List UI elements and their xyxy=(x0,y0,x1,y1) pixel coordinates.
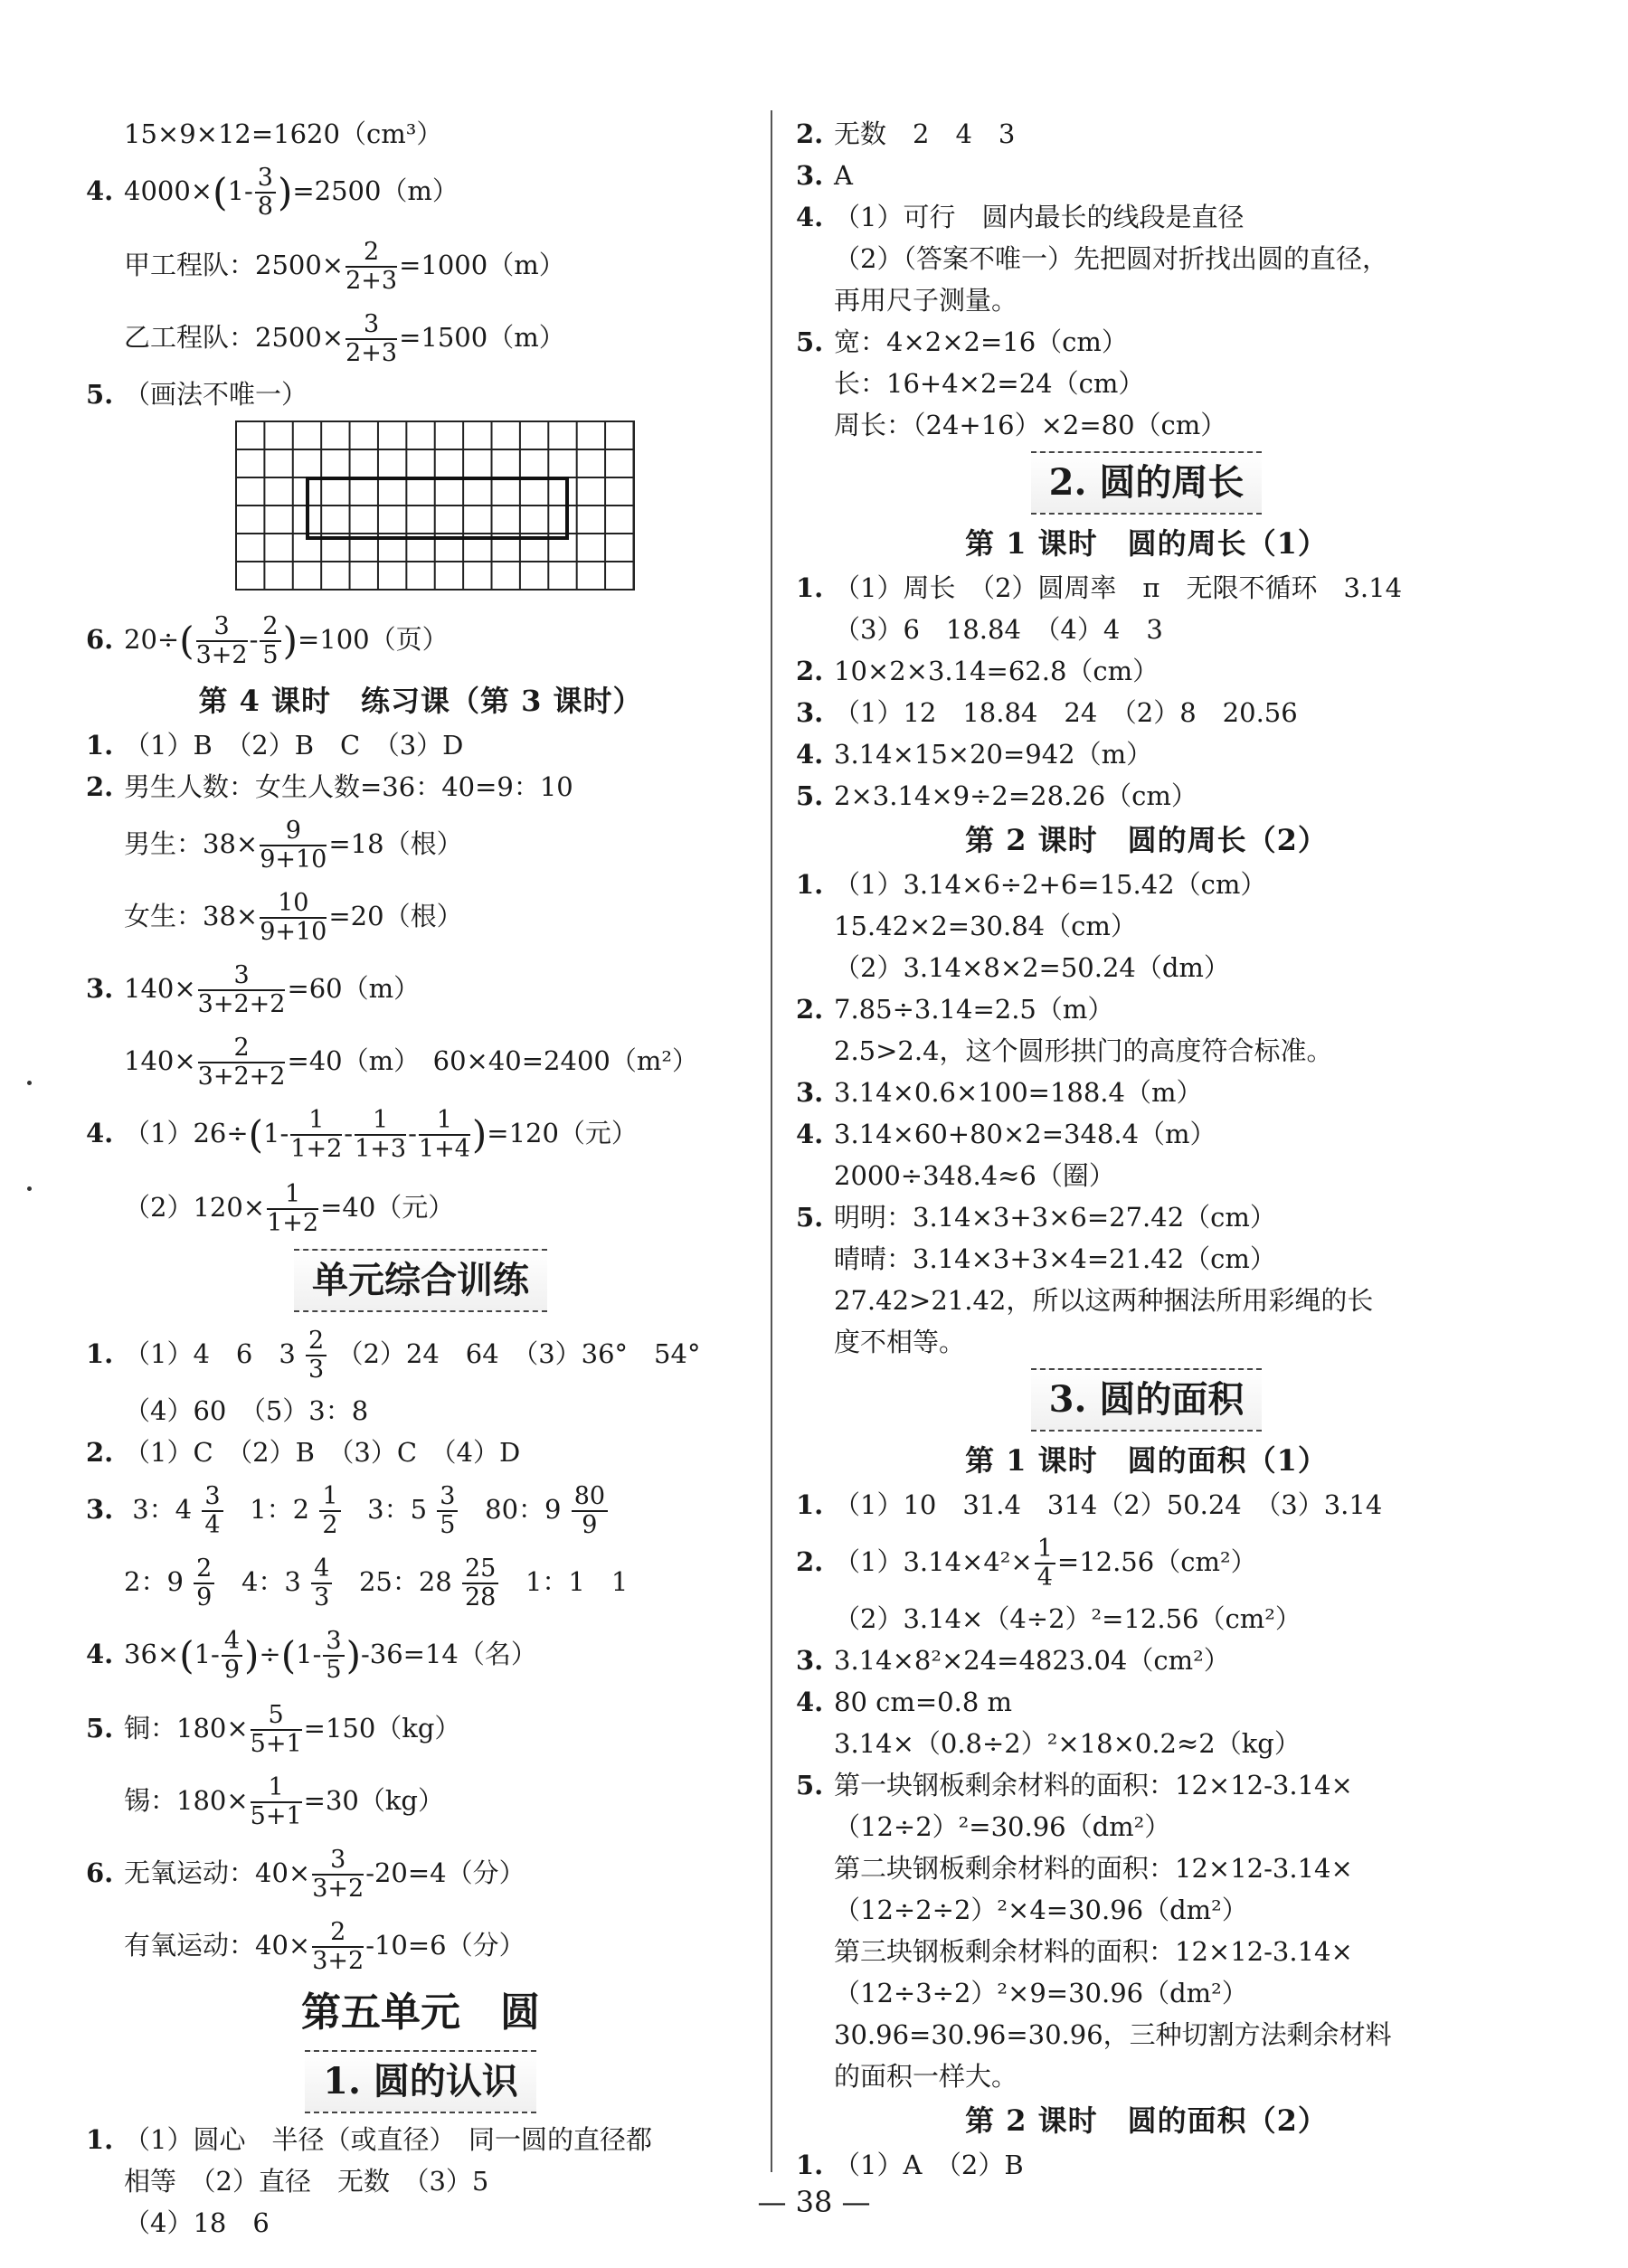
answer-2: 2. （1）C （2）B （3）C （4）D xyxy=(86,1437,521,1468)
page-number: — 38 — xyxy=(757,2185,871,2219)
answer-line: （4）18 6 xyxy=(124,2207,270,2238)
fraction: $\frac{5}{5+1}$ xyxy=(250,1701,302,1758)
fraction: $\frac{1}{1+3}$ xyxy=(355,1106,407,1163)
answer-line: （2）3.14×（4÷2）²=12.56（cm²） xyxy=(834,1603,1301,1634)
answer-2: 2. 无数 2 4 3 xyxy=(796,118,1016,149)
answer-line: 锡：180× $\frac{1}{5+1}$ =30（kg） xyxy=(124,1773,444,1830)
fraction: $\frac{3}{2+3}$ xyxy=(345,310,398,367)
answer-line: 3.14×（0.8÷2）²×18×0.2≈2（kg） xyxy=(834,1728,1301,1759)
answer-line: 再用尺子测量。 xyxy=(834,285,1018,316)
grid-drawing xyxy=(235,421,635,591)
answer-line: 乙工程队：2500× $\frac{3}{2+3}$ =1500（m） xyxy=(124,310,565,367)
answer-line: 有氧运动：40× $\frac{2}{3+2}$ -10=6（分） xyxy=(124,1918,525,1975)
answer-3: 3. 140× $\frac{3}{3+2+2}$ =60（m） xyxy=(86,961,421,1018)
answer-line: 长：16+4×2=24（cm） xyxy=(834,368,1145,399)
margin-dot xyxy=(27,1081,32,1085)
answer-line: 15.42×2=30.84（cm） xyxy=(834,911,1137,941)
fraction: $\frac{1}{5+1}$ xyxy=(250,1773,302,1830)
answer-1: 1. （1）A （2）B xyxy=(796,2150,1024,2180)
fraction: $\frac{1}{2}$ xyxy=(319,1483,340,1538)
answer-line: 2000÷348.4≈6（圈） xyxy=(834,1160,1115,1191)
answer-5: 5. 铜：180× $\frac{5}{5+1}$ =150（kg） xyxy=(86,1701,461,1758)
fraction: $\frac{2}{2+3}$ xyxy=(345,238,398,295)
fraction: $\frac{1}{1+4}$ xyxy=(418,1106,470,1163)
section-title: 1. 圆的认识 xyxy=(86,2050,755,2113)
fraction: $\frac{2}{5}$ xyxy=(260,613,280,668)
answer-1: 1. （1）10 31.4 314（2）50.24 （3）3.14 xyxy=(796,1489,1383,1520)
answer-line: 第二块钢板剩余材料的面积：12×12-3.14× xyxy=(834,1853,1353,1884)
left-column xyxy=(86,113,755,2244)
answer-1: 1. （1）周长 （2）圆周率 π 无限不循环 3.14 xyxy=(796,572,1403,603)
section-title: 3. 圆的面积 xyxy=(796,1368,1497,1432)
answer-4: 4. 36×(1- $\frac{4}{9}$ )÷(1- $\frac{3}{5}$ )-36=14（名） xyxy=(86,1627,537,1684)
answer-6: 6. 无氧运动：40× $\frac{3}{3+2}$ -20=4（分） xyxy=(86,1846,525,1903)
answer-4: 4. 3.14×60+80×2=348.4（m） xyxy=(796,1119,1216,1149)
answer-5: 5. 2×3.14×9÷2=28.26（cm） xyxy=(796,780,1197,811)
answer-2: 2. （1）3.14×4²× $\frac{1}{4}$ =12.56（cm²） xyxy=(796,1535,1257,1592)
fraction: $\frac{3}{4}$ xyxy=(202,1483,222,1538)
answer-line: 2：9 $\frac{2}{9}$ 4：3 $\frac{4}{3}$ 25：28 $\frac{25}{28}$ 1：1 1 xyxy=(124,1555,629,1611)
answer-1: 1. （1）4 6 3 $\frac{2}{3}$ （2）24 64 （3）36° 54° xyxy=(86,1327,701,1384)
fraction: $\frac{9}{9+10}$ xyxy=(260,817,327,874)
answer-4: 4. （1）可行 圆内最长的线段是直径 xyxy=(796,202,1245,232)
answer-line: 第三块钢板剩余材料的面积：12×12-3.14× xyxy=(834,1936,1353,1967)
answer-line: 的面积一样大。 xyxy=(834,2061,1018,2092)
answer-line: 甲工程队：2500× $\frac{2}{2+3}$ =1000（m） xyxy=(124,238,565,295)
answer-2: 2. 10×2×3.14=62.8（cm） xyxy=(796,656,1159,686)
fraction: $\frac{2}{9}$ xyxy=(194,1555,214,1611)
drawn-rectangle xyxy=(306,477,569,540)
answer-line: 2.5>2.4，这个圆形拱门的高度符合标准。 xyxy=(834,1035,1333,1066)
lesson-title: 第 1 课时 圆的面积（1） xyxy=(965,1443,1328,1478)
answer-1: 1. （1）3.14×6÷2+6=15.42（cm） xyxy=(796,869,1267,900)
answer-line: （2）120× $\frac{1}{1+2}$ =40（元） xyxy=(124,1180,455,1237)
answer-4: 4. 80 cm=0.8 m xyxy=(796,1687,1012,1717)
fraction: $\frac{25}{28}$ xyxy=(462,1555,498,1611)
fraction: $\frac{1}{1+2}$ xyxy=(290,1106,343,1163)
answer-line: （2）（答案不唯一）先把圆对折找出圆的直径， xyxy=(834,243,1388,274)
column-divider xyxy=(771,110,772,2172)
answer-line: 女生：38× $\frac{10}{9+10}$ =20（根） xyxy=(124,889,463,946)
answer-line: 27.42>21.42，所以这两种捆法所用彩绳的长 xyxy=(834,1285,1374,1316)
lesson-title: 第 4 课时 练习课（第 3 课时） xyxy=(198,684,643,718)
answer-line: （12÷2）²=30.96（dm²） xyxy=(834,1811,1171,1842)
fraction: $\frac{4}{3}$ xyxy=(311,1555,332,1611)
answer-2: 2. 男生人数：女生人数=36：40=9：10 xyxy=(86,771,573,802)
answer-6: 6. 20÷( $\frac{3}{3+2}$ - $\frac{2}{5}$ )=100（页） xyxy=(86,612,449,669)
margin-dot xyxy=(27,1186,32,1191)
answer-3: 3. A xyxy=(796,160,853,191)
fraction: $\frac{1}{1+2}$ xyxy=(267,1180,319,1237)
answer-1: 1. （1）B （2）B C （3）D xyxy=(86,730,464,761)
fraction: $\frac{3}{5}$ xyxy=(437,1483,458,1538)
lesson-title: 第 1 课时 圆的周长（1） xyxy=(965,526,1328,561)
fraction: $\frac{1}{4}$ xyxy=(1035,1536,1055,1591)
fraction: $\frac{2}{3+2}$ xyxy=(312,1918,364,1975)
answer-5: 5. 第一块钢板剩余材料的面积：12×12-3.14× xyxy=(796,1770,1353,1800)
fraction: $\frac{3}{3+2}$ xyxy=(195,612,248,669)
lesson-title: 第 2 课时 圆的周长（2） xyxy=(965,823,1328,857)
answer-line: （3）6 18.84 （4）4 3 xyxy=(834,614,1163,645)
answer-line: 男生：38× $\frac{9}{9+10}$ =18（根） xyxy=(124,817,463,874)
fraction: $\frac{3}{3+2}$ xyxy=(312,1846,364,1903)
answer-line: （4）60 （5）3：8 xyxy=(124,1395,369,1426)
answer-line: 晴晴：3.14×3+3×4=21.42（cm） xyxy=(834,1243,1276,1274)
section-title: 单元综合训练 xyxy=(86,1249,755,1312)
fraction: $\frac{80}{9}$ xyxy=(572,1483,608,1538)
answer-3: 3. 3.14×0.6×100=188.4（m） xyxy=(796,1077,1203,1108)
answer-4: 4. 4000×(1- $\frac{3}{8}$ )=2500（m） xyxy=(86,164,459,221)
fraction: $\frac{3}{5}$ xyxy=(323,1628,344,1683)
fraction: $\frac{2}{3+2+2}$ xyxy=(197,1034,286,1091)
section-title: 2. 圆的周长 xyxy=(796,451,1497,515)
fraction: $\frac{2}{3}$ xyxy=(306,1328,327,1383)
answer-3: 3. （1）12 18.84 24 （2）8 20.56 xyxy=(796,697,1298,728)
answer-5: 5. （画法不唯一） xyxy=(86,379,308,410)
answer-3: 3. 3：4 $\frac{3}{4}$ 1：2 $\frac{1}{2}$ 3：5 $\frac{3}{5}$ 80：9 $\frac{80}{9}$ xyxy=(86,1473,755,1545)
answer-line: 140× $\frac{2}{3+2+2}$ =40（m） 60×40=2400（m²） xyxy=(124,1034,698,1091)
answer-line: （2）3.14×8×2=50.24（dm） xyxy=(834,952,1230,983)
fraction: $\frac{3}{8}$ xyxy=(255,165,276,220)
answer-5: 5. 宽：4×2×2=16（cm） xyxy=(796,326,1128,357)
answer-line: （12÷2÷2）²×4=30.96（dm²） xyxy=(834,1895,1248,1925)
answer-1: 1. （1）圆心 半径（或直径） 同一圆的直径都 xyxy=(86,2124,652,2155)
fraction: $\frac{10}{9+10}$ xyxy=(260,889,327,946)
answer-line: 30.96=30.96=30.96，三种切割方法剩余材料 xyxy=(834,2019,1392,2050)
answer-2: 2. 7.85÷3.14=2.5（m） xyxy=(796,994,1114,1025)
lesson-title: 第 2 课时 圆的面积（2） xyxy=(965,2103,1328,2138)
unit-title: 第五单元 圆 xyxy=(301,1989,540,2036)
answer-line: 相等 （2）直径 无数 （3）5 xyxy=(124,2166,489,2197)
answer-line: （12÷3÷2）²×9=30.96（dm²） xyxy=(834,1978,1248,2008)
answer-line: 周长：（24+16）×2=80（cm） xyxy=(834,410,1227,440)
right-column xyxy=(796,113,1497,2186)
answer-line: 15×9×12=1620（cm³） xyxy=(124,118,443,149)
answer-5: 5. 明明：3.14×3+3×6=27.42（cm） xyxy=(796,1202,1276,1233)
answer-4: 4. （1）26÷(1- $\frac{1}{1+2}$ - $\frac{1}{1+3}$ - $\frac{1}{1+4}$ )=120（元） xyxy=(86,1106,638,1163)
fraction: $\frac{4}{9}$ xyxy=(222,1628,242,1683)
answer-3: 3. 3.14×8²×24=4823.04（cm²） xyxy=(796,1645,1230,1676)
answer-line: 度不相等。 xyxy=(834,1327,966,1357)
fraction: $\frac{3}{3+2+2}$ xyxy=(197,961,286,1018)
answer-4: 4. 3.14×15×20=942（m） xyxy=(796,739,1153,770)
